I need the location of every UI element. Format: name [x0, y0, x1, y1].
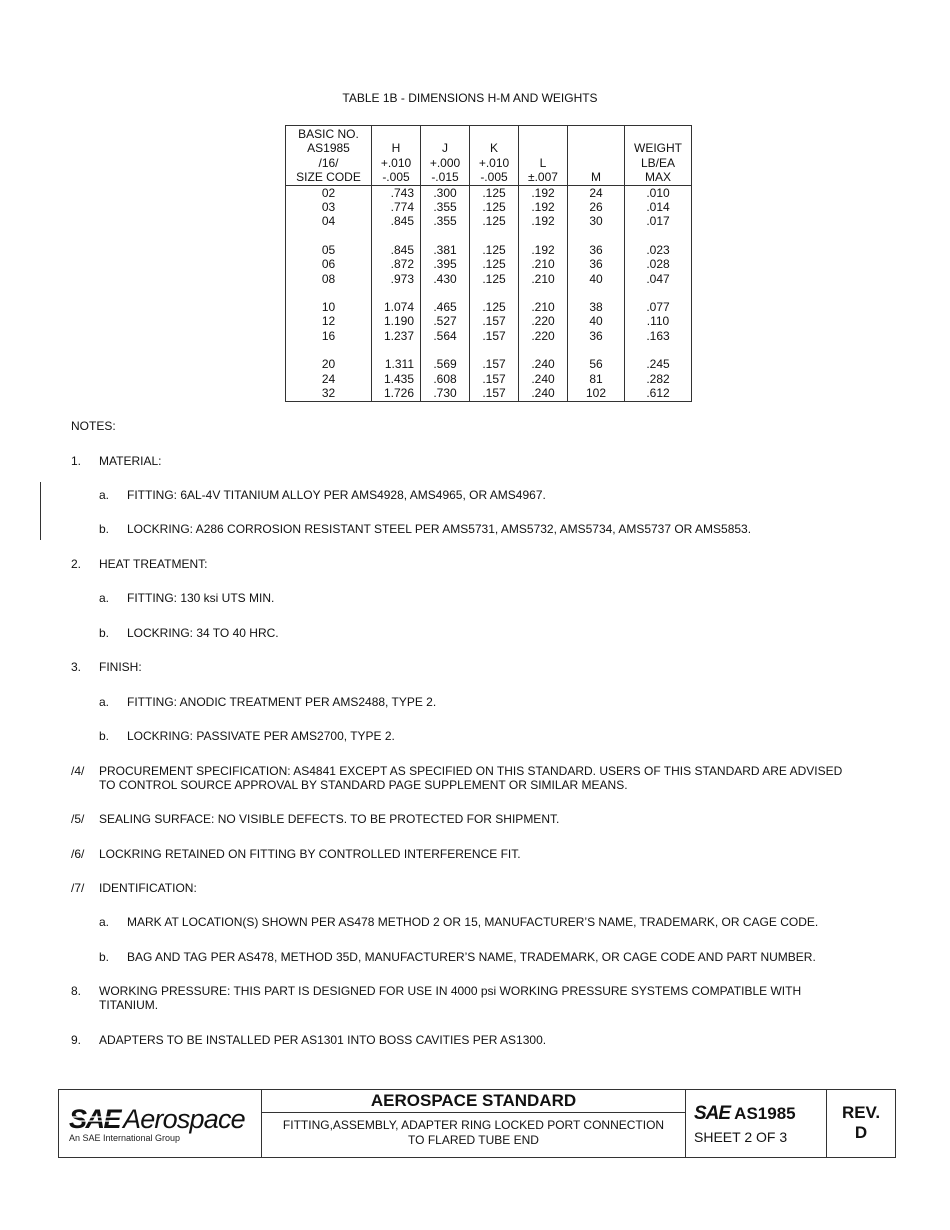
note-text: LOCKRING: 34 TO 40 HRC. — [127, 626, 279, 640]
table-cell-l: .192 — [519, 185, 568, 200]
note-text: PROCUREMENT SPECIFICATION: AS4841 EXCEPT AS SPECIFIED ON THIS STANDARD. USERS OF THIS STANDARD ARE ADVISED — [99, 764, 843, 778]
note-text: LOCKRING: PASSIVATE PER AMS2700, TYPE 2. — [127, 729, 395, 743]
table-cell-k: .125 — [470, 200, 519, 214]
note-number: b. — [99, 729, 110, 743]
note-text: FITTING: 6AL-4V TITANIUM ALLOY PER AMS4928, AMS4965, OR AMS4967. — [127, 488, 546, 502]
header-line: WEIGHT — [634, 141, 682, 156]
table-cell-weight: .028 — [625, 257, 692, 271]
header-line: H — [391, 141, 401, 156]
table-cell-k: .125 — [470, 243, 519, 257]
note-number: b. — [99, 626, 110, 640]
table-cell-weight: .047 — [625, 272, 692, 300]
table-cell-j: .300 — [421, 185, 470, 200]
table-cell-k: .157 — [470, 314, 519, 328]
header-basic-no — [286, 126, 372, 186]
header-line: -.005 — [480, 170, 508, 185]
table-cell-k: .125 — [470, 272, 519, 300]
table-row — [286, 272, 692, 300]
table-cell-j: .608 — [421, 372, 470, 386]
table-cell-k: .157 — [470, 372, 519, 386]
table-cell-k: .125 — [470, 300, 519, 314]
header-line: SIZE CODE — [296, 170, 361, 185]
table-cell-h: .845 — [372, 214, 421, 242]
table-cell-m: 38 — [568, 300, 625, 314]
logo-sae-text: SAE — [69, 1104, 121, 1134]
table-cell-j: .564 — [421, 329, 470, 357]
header-line: +.000 — [429, 155, 461, 170]
doc-sae-logo: SAE — [694, 1103, 731, 1124]
note-text: FITTING: ANODIC TREATMENT PER AMS2488, TYPE 2. — [127, 695, 437, 709]
table-row — [286, 214, 692, 242]
header-line: -.005 — [382, 170, 410, 185]
title-block — [58, 1089, 896, 1158]
table-cell-h: 1.726 — [372, 386, 421, 401]
table-cell-basic-no: 02 — [286, 185, 372, 200]
table-title: TABLE 1B - DIMENSIONS H-M AND WEIGHTS — [342, 91, 598, 105]
table-cell-l: .192 — [519, 214, 568, 242]
note-number: /5/ — [71, 812, 85, 826]
table-cell-basic-no: 12 — [286, 314, 372, 328]
table-cell-basic-no: 24 — [286, 372, 372, 386]
table-cell-l: .210 — [519, 257, 568, 271]
table-cell-k: .157 — [470, 329, 519, 357]
note-number: a. — [99, 488, 110, 502]
note-text: IDENTIFICATION: — [99, 881, 197, 895]
header-line: /16/ — [318, 155, 339, 170]
note-text: HEAT TREATMENT: — [99, 557, 208, 571]
header-m — [568, 126, 625, 186]
table-cell-basic-no: 06 — [286, 257, 372, 271]
note-number: 9. — [71, 1033, 82, 1047]
note-text: MATERIAL: — [99, 454, 162, 468]
table-cell-h: 1.311 — [372, 357, 421, 371]
table-row — [286, 357, 692, 371]
title-cell — [262, 1090, 686, 1157]
table-cell-m: 81 — [568, 372, 625, 386]
table-row — [286, 243, 692, 257]
note-number: a. — [99, 915, 110, 929]
note-text-continued: TITANIUM. — [99, 998, 159, 1012]
subtitle-line-1: FITTING,ASSEMBLY, ADAPTER RING LOCKED PORT CONNECTION — [282, 1118, 665, 1132]
table-cell-basic-no: 08 — [286, 272, 372, 300]
header-line: K — [489, 141, 498, 156]
note-number: 8. — [71, 984, 82, 998]
note-number: /4/ — [71, 764, 85, 778]
table-cell-l: .240 — [519, 386, 568, 401]
note-number: a. — [99, 591, 110, 605]
table-cell-l: .220 — [519, 314, 568, 328]
revision-value: D — [854, 1123, 868, 1142]
revision-label: REV. — [841, 1103, 881, 1122]
table-cell-weight: .077 — [625, 300, 692, 314]
table-row — [286, 300, 692, 314]
note-text: FINISH: — [99, 660, 142, 674]
note-text: SEALING SURFACE: NO VISIBLE DEFECTS. TO BE PROTECTED FOR SHIPMENT. — [99, 812, 560, 826]
standard-subtitle — [262, 1118, 685, 1148]
table-cell-weight: .110 — [625, 314, 692, 328]
note-number: 2. — [71, 557, 82, 571]
header-line: J — [442, 141, 448, 156]
table-cell-m: 30 — [568, 214, 625, 242]
table-cell-m: 36 — [568, 243, 625, 257]
document-number: AS1985 — [734, 1104, 796, 1123]
table-cell-j: .430 — [421, 272, 470, 300]
note-number: a. — [99, 695, 110, 709]
note-number: b. — [99, 950, 110, 964]
table-cell-basic-no: 16 — [286, 329, 372, 357]
table-cell-basic-no: 05 — [286, 243, 372, 257]
note-number: 1. — [71, 454, 82, 468]
header-line: LB/EA — [640, 155, 676, 170]
header-line: -.015 — [431, 170, 459, 185]
table-cell-k: .157 — [470, 386, 519, 401]
notes-heading: NOTES: — [71, 419, 116, 433]
table-cell-j: .569 — [421, 357, 470, 371]
note-number: b. — [99, 522, 110, 536]
header-line: +.010 — [380, 155, 412, 170]
revision-change-bar — [40, 482, 41, 540]
header-line: L — [539, 155, 547, 170]
header-line: MAX — [644, 170, 671, 185]
table-cell-j: .395 — [421, 257, 470, 271]
table-cell-l: .192 — [519, 200, 568, 214]
table-cell-k: .125 — [470, 257, 519, 271]
table-row — [286, 185, 692, 200]
standard-heading: AEROSPACE STANDARD — [262, 1090, 685, 1113]
table-cell-h: 1.237 — [372, 329, 421, 357]
table-cell-k: .125 — [470, 185, 519, 200]
table-cell-j: .355 — [421, 214, 470, 242]
table-cell-weight: .163 — [625, 329, 692, 357]
table-cell-weight: .014 — [625, 200, 692, 214]
table-cell-basic-no: 03 — [286, 200, 372, 214]
header-line: ±.007 — [528, 170, 558, 185]
revision-cell — [827, 1090, 895, 1157]
note-text: WORKING PRESSURE: THIS PART IS DESIGNED FOR USE IN 4000 psi WORKING PRESSURE SYSTEMS COMPATIBLE WITH — [99, 984, 802, 998]
table-body — [286, 185, 692, 401]
sheet-number: SHEET 2 OF 3 — [694, 1129, 788, 1145]
table-cell-l: .220 — [519, 329, 568, 357]
table-cell-weight: .245 — [625, 357, 692, 371]
table-cell-basic-no: 32 — [286, 386, 372, 401]
table-cell-m: 36 — [568, 257, 625, 271]
table-cell-j: .730 — [421, 386, 470, 401]
header-j — [421, 126, 470, 186]
note-number: /7/ — [71, 881, 85, 895]
note-text: MARK AT LOCATION(S) SHOWN PER AS478 METHOD 2 OR 15, MANUFACTURER’S NAME, TRADEMARK, OR CAGE CODE. — [127, 915, 819, 929]
table-cell-h: 1.435 — [372, 372, 421, 386]
header-line: BASIC NO. — [298, 127, 359, 141]
table-row — [286, 329, 692, 357]
table-cell-k: .125 — [470, 214, 519, 242]
document-cell — [686, 1090, 827, 1157]
sae-logo-icon — [59, 1090, 262, 1157]
table-header-row — [286, 126, 692, 186]
header-l — [519, 126, 568, 186]
table-cell-basic-no: 04 — [286, 214, 372, 242]
header-weight — [625, 126, 692, 186]
table-cell-weight: .612 — [625, 386, 692, 401]
table-cell-weight: .023 — [625, 243, 692, 257]
table-cell-l: .240 — [519, 357, 568, 371]
table-cell-basic-no: 10 — [286, 300, 372, 314]
table-cell-m: 40 — [568, 314, 625, 328]
table-row — [286, 200, 692, 214]
table-cell-h: 1.074 — [372, 300, 421, 314]
table-cell-weight: .010 — [625, 185, 692, 200]
sae-aerospace-logo — [59, 1090, 262, 1157]
table-cell-l: .210 — [519, 300, 568, 314]
header-h — [372, 126, 421, 186]
table-cell-h: .743 — [372, 185, 421, 200]
dimensions-table — [285, 125, 692, 402]
table-row — [286, 386, 692, 401]
header-line: M — [591, 170, 601, 185]
note-number: /6/ — [71, 847, 85, 861]
note-text: LOCKRING: A286 CORROSION RESISTANT STEEL PER AMS5731, AMS5732, AMS5734, AMS5737 OR AMS5853. — [127, 522, 752, 536]
table-row — [286, 372, 692, 386]
table-cell-m: 40 — [568, 272, 625, 300]
table-cell-h: .845 — [372, 243, 421, 257]
header-k — [470, 126, 519, 186]
table-cell-h: .973 — [372, 272, 421, 300]
table-cell-h: .872 — [372, 257, 421, 271]
table-cell-j: .381 — [421, 243, 470, 257]
table-cell-l: .192 — [519, 243, 568, 257]
table-cell-j: .527 — [421, 314, 470, 328]
subtitle-line-2: TO FLARED TUBE END — [408, 1133, 539, 1147]
table-cell-j: .465 — [421, 300, 470, 314]
table-cell-m: 36 — [568, 329, 625, 357]
logo-aerospace-text: Aerospace — [123, 1104, 245, 1134]
logo-tagline: An SAE International Group — [69, 1133, 181, 1143]
table-cell-m: 56 — [568, 357, 625, 371]
table-row — [286, 257, 692, 271]
table-cell-h: 1.190 — [372, 314, 421, 328]
note-number: 3. — [71, 660, 82, 674]
note-text: BAG AND TAG PER AS478, METHOD 35D, MANUFACTURER’S NAME, TRADEMARK, OR CAGE CODE AND PART NUMBER. — [127, 950, 816, 964]
table-row — [286, 314, 692, 328]
table-cell-weight: .282 — [625, 372, 692, 386]
header-line: +.010 — [478, 155, 510, 170]
table-cell-m: 102 — [568, 386, 625, 401]
note-text: ADAPTERS TO BE INSTALLED PER AS1301 INTO BOSS CAVITIES PER AS1300. — [99, 1033, 547, 1047]
table-cell-k: .157 — [470, 357, 519, 371]
table-cell-m: 26 — [568, 200, 625, 214]
header-line: AS1985 — [307, 141, 350, 156]
table-cell-m: 24 — [568, 185, 625, 200]
table-cell-l: .240 — [519, 372, 568, 386]
note-text: FITTING: 130 ksi UTS MIN. — [127, 591, 275, 605]
table-cell-weight: .017 — [625, 214, 692, 242]
table-cell-basic-no: 20 — [286, 357, 372, 371]
note-text: LOCKRING RETAINED ON FITTING BY CONTROLLED INTERFERENCE FIT. — [99, 847, 521, 861]
table-cell-h: .774 — [372, 200, 421, 214]
note-text-continued: TO CONTROL SOURCE APPROVAL BY STANDARD PAGE SUPPLEMENT OR SIMILAR MEANS. — [99, 778, 628, 792]
table-cell-j: .355 — [421, 200, 470, 214]
table-cell-l: .210 — [519, 272, 568, 300]
